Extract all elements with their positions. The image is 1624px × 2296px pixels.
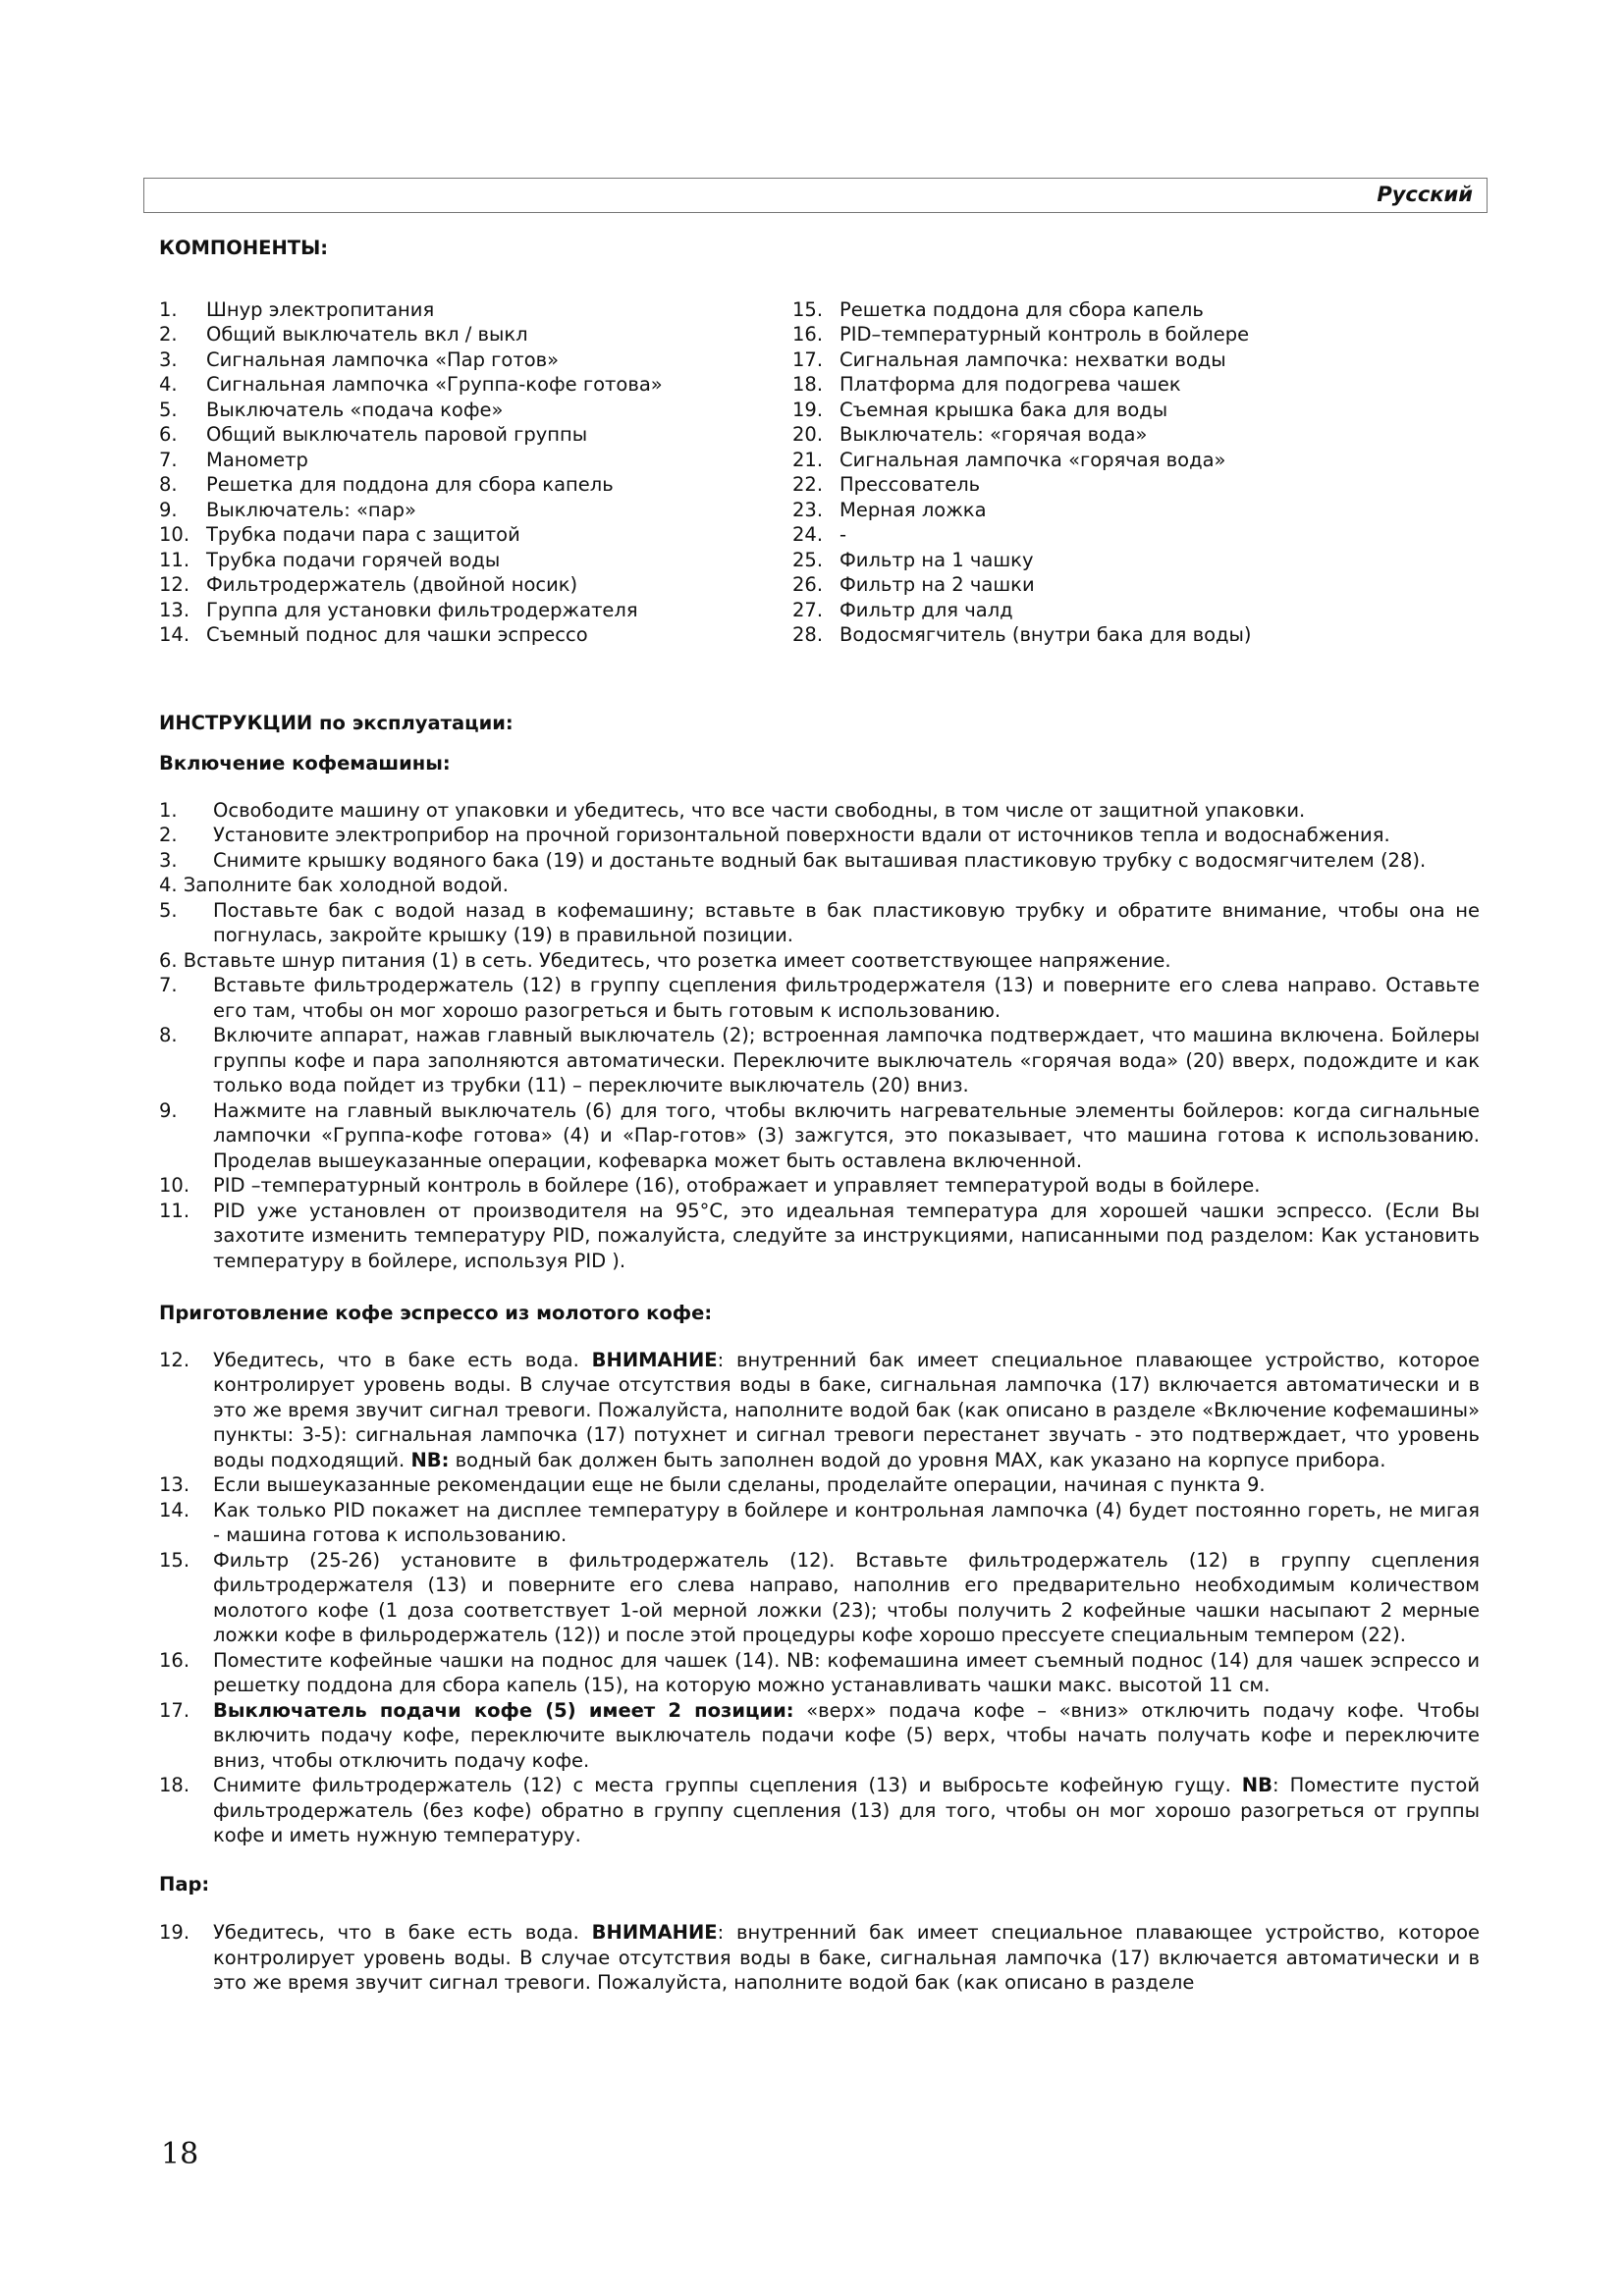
list-item: 16. Поместите кофейные чашки на поднос для чашек (14). NB: кофемашина имеет съемный поднос (14) для чашек эспрессо и решетку поддона для сбора капель (15), на которую можно устанавливать чашки макс. высотой 11 см. — [159, 1648, 1480, 1696]
list-item: 25. Фильтр на 1 чашку — [792, 548, 1034, 571]
components-list — [159, 297, 1480, 648]
list-item: 28. Водосмягчитель (внутри бака для воды) — [792, 623, 1252, 646]
list-item: 8. Включите аппарат, нажав главный выключатель (2); встроенная лампочка подтверждает, что машина включена. Бойлеры группы кофе и пара заполняются автоматически. Переключите выключатель «горячая вода» (20) вверх, подождите и как только вода пойдет из трубки (11) – переключите выключатель (20) вниз. — [159, 1024, 1480, 1096]
steam-title: Пар: — [159, 1872, 210, 1896]
list-item: 11. PID уже установлен от производителя на 95°C, это идеальная температура для хорошей чашки эспрессо. (Если Вы захотите изменить температуру PID, пожалуйста, следуйте за инструкциями, написанными под разделом: Как установить температуру в бойлере, используя PID ). — [159, 1199, 1480, 1272]
list-item: 3. Снимите крышку водяного бака (19) и достаньте водный бак выташивая пластиковую трубку с водосмягчителем (28). — [159, 848, 1427, 872]
espresso-list — [159, 1348, 1480, 1848]
list-item: 5. Выключатель «подача кофе» — [159, 398, 504, 421]
list-item: 9. Выключатель: «пар» — [159, 498, 416, 521]
list-item: 27. Фильтр для чалд — [792, 598, 1013, 621]
components-title: КОМПОНЕНТЫ: — [159, 237, 329, 259]
language-header-box — [143, 178, 1488, 213]
espresso-items — [159, 1472, 1480, 1698]
list-item: 10. Трубка подачи пара с защитой — [159, 523, 520, 546]
list-item: 19. Убедитесь, что в баке есть вода. ВНИМАНИЕ: внутренний бак имеет специальное плавающее устройство, которое контролирует уровень воды. В случае отсутствия воды в баке, сигнальная лампочка (17) включается автоматически и в это же время звучит сигнал тревоги. Пожалуйста, наполните водой бак (как описано в разделе — [159, 1921, 1480, 1994]
list-item: 12. Убедитесь, что в баке есть вода. ВНИМАНИЕ: внутренний бак имеет специальное плавающее устройство, которое контролирует уровень воды. В случае отсутствия воды в баке, сигнальная лампочка (17) включается автоматически и в это же время звучит сигнал тревоги. Пожалуйста, наполните водой бак (как описано в разделе «Включение кофемашины» пункты: 3-5): сигнальная лампочка (17) потухнет и сигнал тревоги перестанет звучать - это подтверждает, что уровень воды подходящий. NB: водный бак должен быть заполнен водой до уровня MAX, как указано на корпусе прибора. — [159, 1348, 1480, 1471]
list-item: 15. Решетка поддона для сбора капель — [792, 297, 1204, 321]
list-item: 17. Сигнальная лампочка: нехватки воды — [792, 347, 1226, 371]
page-content — [159, 236, 1480, 1996]
list-item: 21. Сигнальная лампочка «горячая вода» — [792, 448, 1226, 471]
list-item: 18. Платформа для подогрева чашек — [792, 373, 1181, 396]
list-item: 7. Манометр — [159, 448, 308, 471]
list-item: 20. Выключатель: «горячая вода» — [792, 423, 1148, 446]
list-item: 16. PID–температурный контроль в бойлере — [792, 323, 1250, 346]
list-item: 1. Шнур электропитания — [159, 297, 435, 321]
instructions-title: ИНСТРУКЦИИ по эксплуатации: — [159, 711, 514, 734]
list-item: 1. Освободите машину от упаковки и убедитесь, что все части свободны, в том числе от защитной упаковки. — [159, 798, 1306, 822]
steam-list — [159, 1920, 1480, 1996]
list-item: 2. Общий выключатель вкл / выкл — [159, 323, 528, 346]
list-item: 19. Съемная крышка бака для воды — [792, 398, 1168, 421]
list-item: 26. Фильтр на 2 чашки — [792, 573, 1035, 596]
components-right-column — [792, 297, 1480, 648]
list-item: 22. Прессователь — [792, 473, 981, 496]
list-item: 4. Заполните бак холодной водой. — [159, 874, 509, 896]
list-item: 17. Выключатель подачи кофе (5) имеет 2 позиции: «верх» подача кофе – «вниз» отключить подачу кофе. Чтобы включить подачу кофе, переключите выключатель подачи кофе (5) верх, чтобы начать получать кофе и переключите вниз, чтобы отключить подачу кофе. — [159, 1698, 1481, 1772]
list-item: 2. Установите электроприбор на прочной горизонтальной поверхности вдали от источников тепла и водоснабжения. — [159, 824, 1390, 846]
list-item: 11. Трубка подачи горячей воды — [159, 548, 501, 571]
list-item: 8. Решетка для поддона для сбора капель — [159, 473, 614, 496]
list-item: 6. Общий выключатель паровой группы — [159, 423, 588, 446]
espresso-title: Приготовление кофе эспрессо из молотого кофе: — [159, 1302, 713, 1324]
list-item: 5. Поставьте бак с водой назад в кофемашину; вставьте в бак пластиковую трубку и обратите внимание, чтобы она не погнулась, закройте крышку (19) в правильной позиции. — [159, 898, 1480, 946]
list-item: 13. Группа для установки фильтродержателя — [159, 598, 638, 621]
list-item: 15. Фильтр (25-26) установите в фильтродержатель (12). Вставьте фильтродержатель (12) в группу сцепления фильтродержателя (13) и поверните его слева направо, наполнив его предварительно необходимым количеством молотого кофе (1 доза соответствует 1-ой мерной ложки (23); чтобы получить 2 кофейные чашки насыпают 2 мерные ложки кофе в фильродержатель (12)) и после этой процедуры кофе хорошо прессуете специальным темпером (22). — [159, 1548, 1480, 1646]
list-item: 6. Вставьте шнур питания (1) в сеть. Убедитесь, что розетка имеет соответствующее напряжение. — [159, 948, 1171, 972]
list-item: 4. Сигнальная лампочка «Группа-кофе готова» — [159, 373, 663, 396]
list-item: 24. - — [792, 523, 847, 546]
components-left-column — [159, 297, 792, 648]
list-item: 14. Как только PID покажет на дисплее температуру в бойлере и контрольная лампочка (4) будет постоянно гореть, не мигая - машина готова к использованию. — [159, 1498, 1480, 1546]
power-on-list — [159, 798, 1480, 1274]
list-item: 23. Мерная ложка — [792, 498, 987, 521]
page-number: 18 — [161, 2137, 199, 2171]
list-item: 13. Если вышеуказанные рекомендации еще не были сделаны, проделайте операции, начиная с пункта 9. — [159, 1473, 1266, 1496]
list-item: 3. Сигнальная лампочка «Пар готов» — [159, 347, 560, 371]
language-label: Русский — [1377, 183, 1473, 206]
list-item: 12. Фильтродержатель (двойной носик) — [159, 573, 578, 596]
list-item: 9. Нажмите на главный выключатель (6) для того, чтобы включить нагревательные элементы бойлеров: когда сигнальные лампочки «Группа-кофе готова» (4) и «Пар-готов» (3) зажгутся, это показывает, что машина готова к использованию. Проделав вышеуказанные операции, кофеварка может быть оставлена включенной. — [159, 1098, 1480, 1172]
list-item: 7. Вставьте фильтродержатель (12) в группу сцепления фильтродержателя (13) и поверните его слева направо. Оставьте его там, чтобы он мог хорошо разогреться и быть готовым к использованию. — [159, 974, 1480, 1022]
power-on-title: Включение кофемашины: — [159, 752, 451, 774]
list-item: 18. Снимите фильтродержатель (12) с места группы сцепления (13) и выбросьте кофейную гущу. NB: Поместите пустой фильтродержатель (без кофе) обратно в группу сцепления (13) для того, чтобы он мог хорошо разогреться от группы кофе и иметь нужную температуру. — [159, 1774, 1480, 1846]
list-item: 10. PID –температурный контроль в бойлере (16), отображает и управляет температурой воды в бойлере. — [159, 1174, 1261, 1197]
list-item: 14. Съемный поднос для чашки эспрессо — [159, 623, 588, 646]
